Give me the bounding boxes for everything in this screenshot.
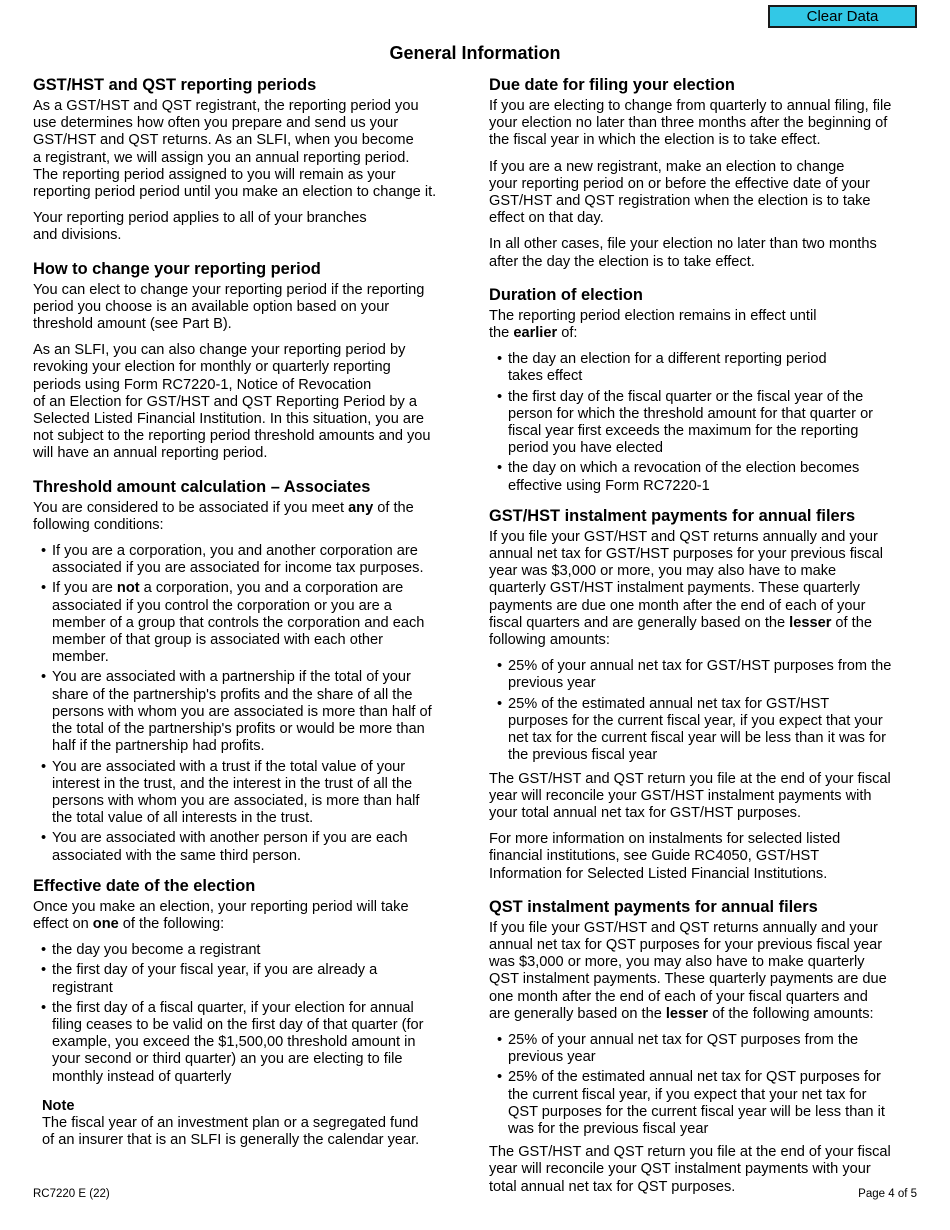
bold-text: earlier (513, 325, 558, 342)
bold-text: not (116, 580, 140, 597)
paragraph: You can elect to change your reporting period if the reporting period you choose is an available option based on your threshold amount (see Part B). (33, 281, 425, 333)
section-effective-date (33, 877, 469, 1150)
list-item: • the day you become a registrant (33, 942, 469, 959)
text-run: of: (557, 325, 578, 342)
page-number: Page 4 of 5 (858, 1188, 917, 1200)
list-item: • 25% of the estimated annual net tax for QST purposes for the current fiscal year, if you expect that your net tax for QST purposes for the current fiscal year will be less than it was for the previous fiscal year (489, 1069, 924, 1138)
section-heading: Effective date of the election (33, 876, 256, 895)
bold-text: any (348, 499, 374, 516)
paragraph (489, 308, 924, 342)
clear-data-button[interactable]: Clear Data (768, 5, 917, 28)
section-gst-hst-instalments (489, 507, 924, 883)
list-item: • the first day of your fiscal year, if you are already a registrant (33, 962, 469, 996)
section-qst-instalments (489, 898, 924, 1196)
bold-text: lesser (789, 614, 832, 631)
bullet-list (489, 351, 924, 495)
list-item: • 25% of your annual net tax for QST purposes from the previous year (489, 1032, 924, 1066)
note-body: The fiscal year of an investment plan or a segregated fund of an insurer that is an SLFI is generally the calendar year. (42, 1114, 420, 1149)
bullet-list (33, 942, 469, 1086)
text-run: of the following conditions: (33, 499, 414, 533)
paragraph (33, 899, 469, 933)
text-run: You are considered to be associated if you meet (33, 499, 349, 516)
list-item: • the day an election for a different reporting period takes effect (489, 351, 924, 385)
list-item: • the first day of the fiscal quarter or the fiscal year of the person for which the threshold amount for that quarter or fiscal year first exceeds the maximum for the reporting period you have elected (489, 389, 924, 458)
bullet-list (489, 1032, 924, 1138)
text-run: of the following amounts: (708, 1005, 874, 1022)
bullet-list (489, 658, 924, 764)
paragraph: The GST/HST and QST return you file at the end of your fiscal year will reconcile your QST instalment payments with your total annual net tax for QST purposes. (489, 1144, 891, 1195)
form-identifier: RC7220 E (22) (33, 1188, 110, 1200)
section-threshold-associates (33, 478, 469, 865)
right-column (489, 76, 924, 1205)
text-run: If you file your GST/HST and QST returns annually and your annual net tax for GST/HST purposes for your previous fiscal year was $3,000 or more, you may also have to make quarterly GST/HST instalment payments. These quarterly payments are due one month after the end of each of your fiscal quarters and are generally based on the (489, 528, 883, 631)
section-due-date (489, 76, 924, 271)
section-duration-of-election (489, 286, 924, 495)
list-item: • You are associated with another person if you are each associated with the same third person. (33, 830, 469, 864)
list-item: • If you are a corporation, you and another corporation are associated if you are associated for income tax purposes. (33, 543, 469, 577)
paragraph: As a GST/HST and QST registrant, the reporting period you use determines how often you prepare and send us your GST/HST and QST returns. As an SLFI, when you become a registrant, we will assign you an annual reporting period. The reporting period assigned to you will remain as your reporting period period until you make an election to change it. (33, 98, 437, 201)
text-run: The reporting period election remains in effect until the (489, 307, 817, 342)
list-item (33, 580, 469, 666)
section-heading: Due date for filing your election (489, 76, 735, 94)
section-change-reporting-period (33, 260, 469, 463)
text-run: of the following amounts: (489, 614, 872, 649)
list-item: • 25% of your annual net tax for GST/HST purposes from the previous year (489, 658, 924, 692)
text-run: Once you make an election, your reporting period will take effect on (33, 898, 409, 932)
bullet-list (33, 543, 469, 865)
text-run: If you are (52, 580, 117, 597)
paragraph: If you are electing to change from quarterly to annual filing, file your election no later than three months after the beginning of the fiscal year in which the election is to take effect. (489, 98, 892, 149)
section-reporting-periods (33, 76, 469, 245)
section-heading: Duration of election (489, 285, 643, 304)
bold-text: lesser (665, 1005, 709, 1022)
left-column (33, 76, 469, 1149)
section-heading: GST/HST instalment payments for annual filers (489, 506, 856, 525)
paragraph: The GST/HST and QST return you file at the end of your fiscal year will reconcile your GST/HST instalment payments with your total annual net tax for GST/HST purposes. (489, 770, 891, 821)
text-run: a corporation, you and a corporation are associated if you control the corporation or you are a member of a group that controls the corporation and each member of that group is associated with each other member. (52, 580, 425, 666)
paragraph (489, 920, 924, 1023)
text-run: If you file your GST/HST and QST returns annually and your annual net tax for QST purposes for your previous fiscal year was $3,000 or more, you may also have to make quarterly QST instalment payments. These quarterly payments are due one month after the end of each of your fiscal quarters and are generally based on the (489, 919, 887, 1022)
list-item: • You are associated with a trust if the total value of your interest in the trust, and the interest in the trust of all the persons with whom you are associated, is more than half the total value of all interests in the trust. (33, 759, 469, 828)
paragraph: In all other cases, file your election no later than two months after the day the election is to take effect. (489, 236, 877, 270)
section-heading: GST/HST and QST reporting periods (33, 76, 317, 94)
paragraph: For more information on instalments for selected listed financial institutions, see Guide RC4050, GST/HST Information for Selected Listed Financial Institutions. (489, 831, 841, 882)
list-item: • 25% of the estimated annual net tax for GST/HST purposes for the current fiscal year, if you expect that your net tax for the current fiscal year will be less than it was for the previous fiscal year (489, 696, 924, 765)
paragraph: Your reporting period applies to all of your branches and divisions. (33, 210, 367, 244)
paragraph: If you are a new registrant, make an election to change your reporting period on or before the effective date of your GST/HST and QST registration when the election is to take effect on that day. (489, 158, 871, 227)
list-item: • You are associated with a partnership if the total of your share of the partnership's profits and the share of all the persons with whom you are associated is more than half of the total of the partnership's profits or would be more than half if the partnership had profits. (33, 669, 469, 755)
section-heading: QST instalment payments for annual filers (489, 897, 818, 916)
paragraph (33, 500, 469, 534)
section-heading: Threshold amount calculation – Associates (33, 477, 371, 496)
note-title: Note (42, 1097, 75, 1114)
section-heading: How to change your reporting period (33, 259, 321, 278)
list-item: • the day on which a revocation of the election becomes effective using Form RC7220-1 (489, 460, 924, 494)
list-item: • the first day of a fiscal quarter, if your election for annual filing ceases to be valid on the first day of that quarter (for example, you exceed the $1,500,00 threshold amount in your second or third quarter) an you are electing to file monthly instead of quarterly (33, 1000, 469, 1086)
bold-text: one (92, 915, 119, 932)
text-run: of the following: (118, 915, 225, 932)
page-title: General Information (389, 43, 561, 63)
paragraph: As an SLFI, you can also change your reporting period by revoking your election for monthly or quarterly reporting periods using Form RC7220-1, Notice of Revocation of an Election for GST/HST and QST Reporting Period by a Selected Listed Financial Institution. In this situation, you are not subject to the reporting period threshold amounts and you will have an annual reporting period. (33, 342, 431, 462)
paragraph (489, 529, 924, 649)
